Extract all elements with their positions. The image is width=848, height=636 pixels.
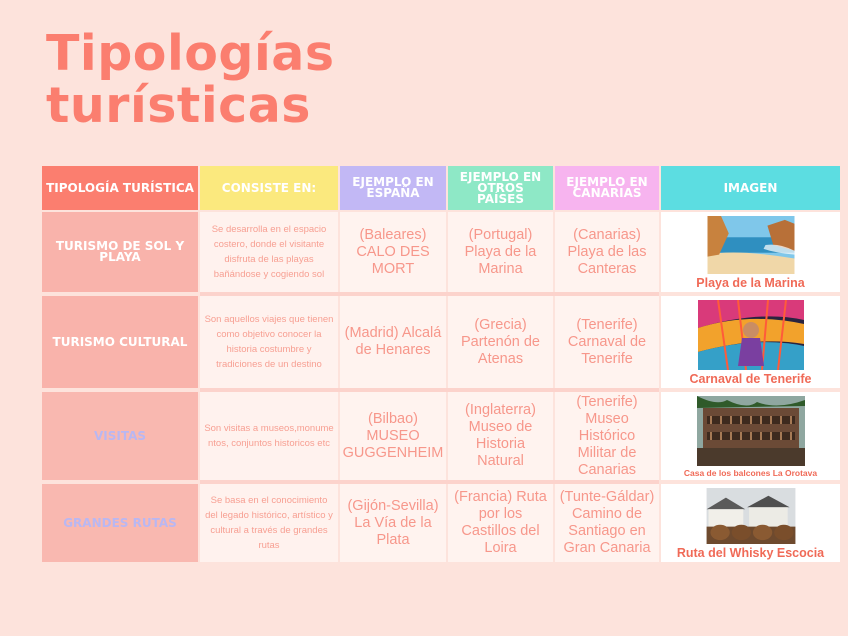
title-line-2: turísticas: [46, 77, 311, 134]
whisky-distillery-photo: [705, 488, 797, 544]
header-consiste: CONSISTE EN:: [200, 166, 338, 210]
header-canarias: EJEMPLO EN CANARIAS: [555, 166, 659, 210]
row-otros-sol-playa: (Portugal) Playa de la Marina: [448, 212, 553, 292]
beach-photo: [706, 216, 796, 274]
row-espana-visitas: (Bilbao) MUSEO GUGGENHEIM: [340, 392, 446, 480]
row-otros-visitas: (Inglaterra) Museo de Historia Natural: [448, 392, 553, 480]
row-desc-grandes-rutas: Se basa en el conocimiento del legado histórico, artístico y cultural a través de grandes rutas: [200, 484, 338, 562]
row-image-cultural: [661, 296, 840, 388]
row-otros-grandes-rutas: (Francia) Ruta por los Castillos del Loira: [448, 484, 553, 562]
row-desc-sol-playa: Se desarrolla en el espacio costero, donde el visitante disfruta de las playas bañándose y cogiendo sol: [200, 212, 338, 292]
header-tipologia: TIPOLOGÍA TURÍSTICA: [42, 166, 198, 210]
row-image-sol-playa: [661, 212, 840, 292]
carnival-photo: [698, 300, 804, 370]
row-espana-sol-playa: (Baleares) CALO DES MORT: [340, 212, 446, 292]
row-image-grandes-rutas: [661, 484, 840, 562]
row-separator: [200, 292, 659, 296]
image-caption: Ruta del Whisky Escocia: [676, 546, 825, 560]
header-otros: EJEMPLO EN OTROS PAÍSES: [448, 166, 553, 210]
header-espana: EJEMPLO EN ESPAÑA: [340, 166, 446, 210]
row-espana-cultural: (Madrid) Alcalá de Henares: [340, 296, 446, 388]
tourism-table: [42, 166, 840, 562]
row-separator: [200, 388, 659, 392]
row-canarias-visitas: (Tenerife) Museo Histórico Militar de Canarias: [555, 392, 659, 480]
row-canarias-cultural: (Tenerife) Carnaval de Tenerife: [555, 296, 659, 388]
row-canarias-sol-playa: (Canarias) Playa de las Canteras: [555, 212, 659, 292]
title-line-1: Tipologías: [46, 25, 335, 82]
row-label-cultural: TURISMO CULTURAL: [42, 296, 198, 388]
row-separator: [200, 480, 659, 484]
row-label-grandes-rutas: GRANDES RUTAS: [42, 484, 198, 562]
row-label-sol-playa: TURISMO DE SOL Y PLAYA: [42, 212, 198, 292]
row-desc-visitas: Son visitas a museos,monume ntos, conjuntos historicos etc: [200, 392, 338, 480]
image-caption: Playa de la Marina: [696, 276, 805, 290]
balcony-house-photo: [697, 396, 805, 466]
row-espana-grandes-rutas: (Gijón-Sevilla) La Vía de la Plata: [340, 484, 446, 562]
row-canarias-grandes-rutas: (Tunte-Gáldar) Camino de Santiago en Gran Canaria: [555, 484, 659, 562]
image-caption: Carnaval de Tenerife: [689, 372, 812, 386]
page-title: [46, 25, 335, 134]
row-desc-cultural: Son aquellos viajes que tienen como objetivo conocer la historia costumbre y tradiciones de un destino: [200, 296, 338, 388]
image-caption: Casa de los balcones La Orotava: [683, 468, 818, 478]
header-imagen: IMAGEN: [661, 166, 840, 210]
row-image-visitas: [661, 392, 840, 480]
row-otros-cultural: (Grecia) Partenón de Atenas: [448, 296, 553, 388]
row-label-visitas: VISITAS: [42, 392, 198, 480]
